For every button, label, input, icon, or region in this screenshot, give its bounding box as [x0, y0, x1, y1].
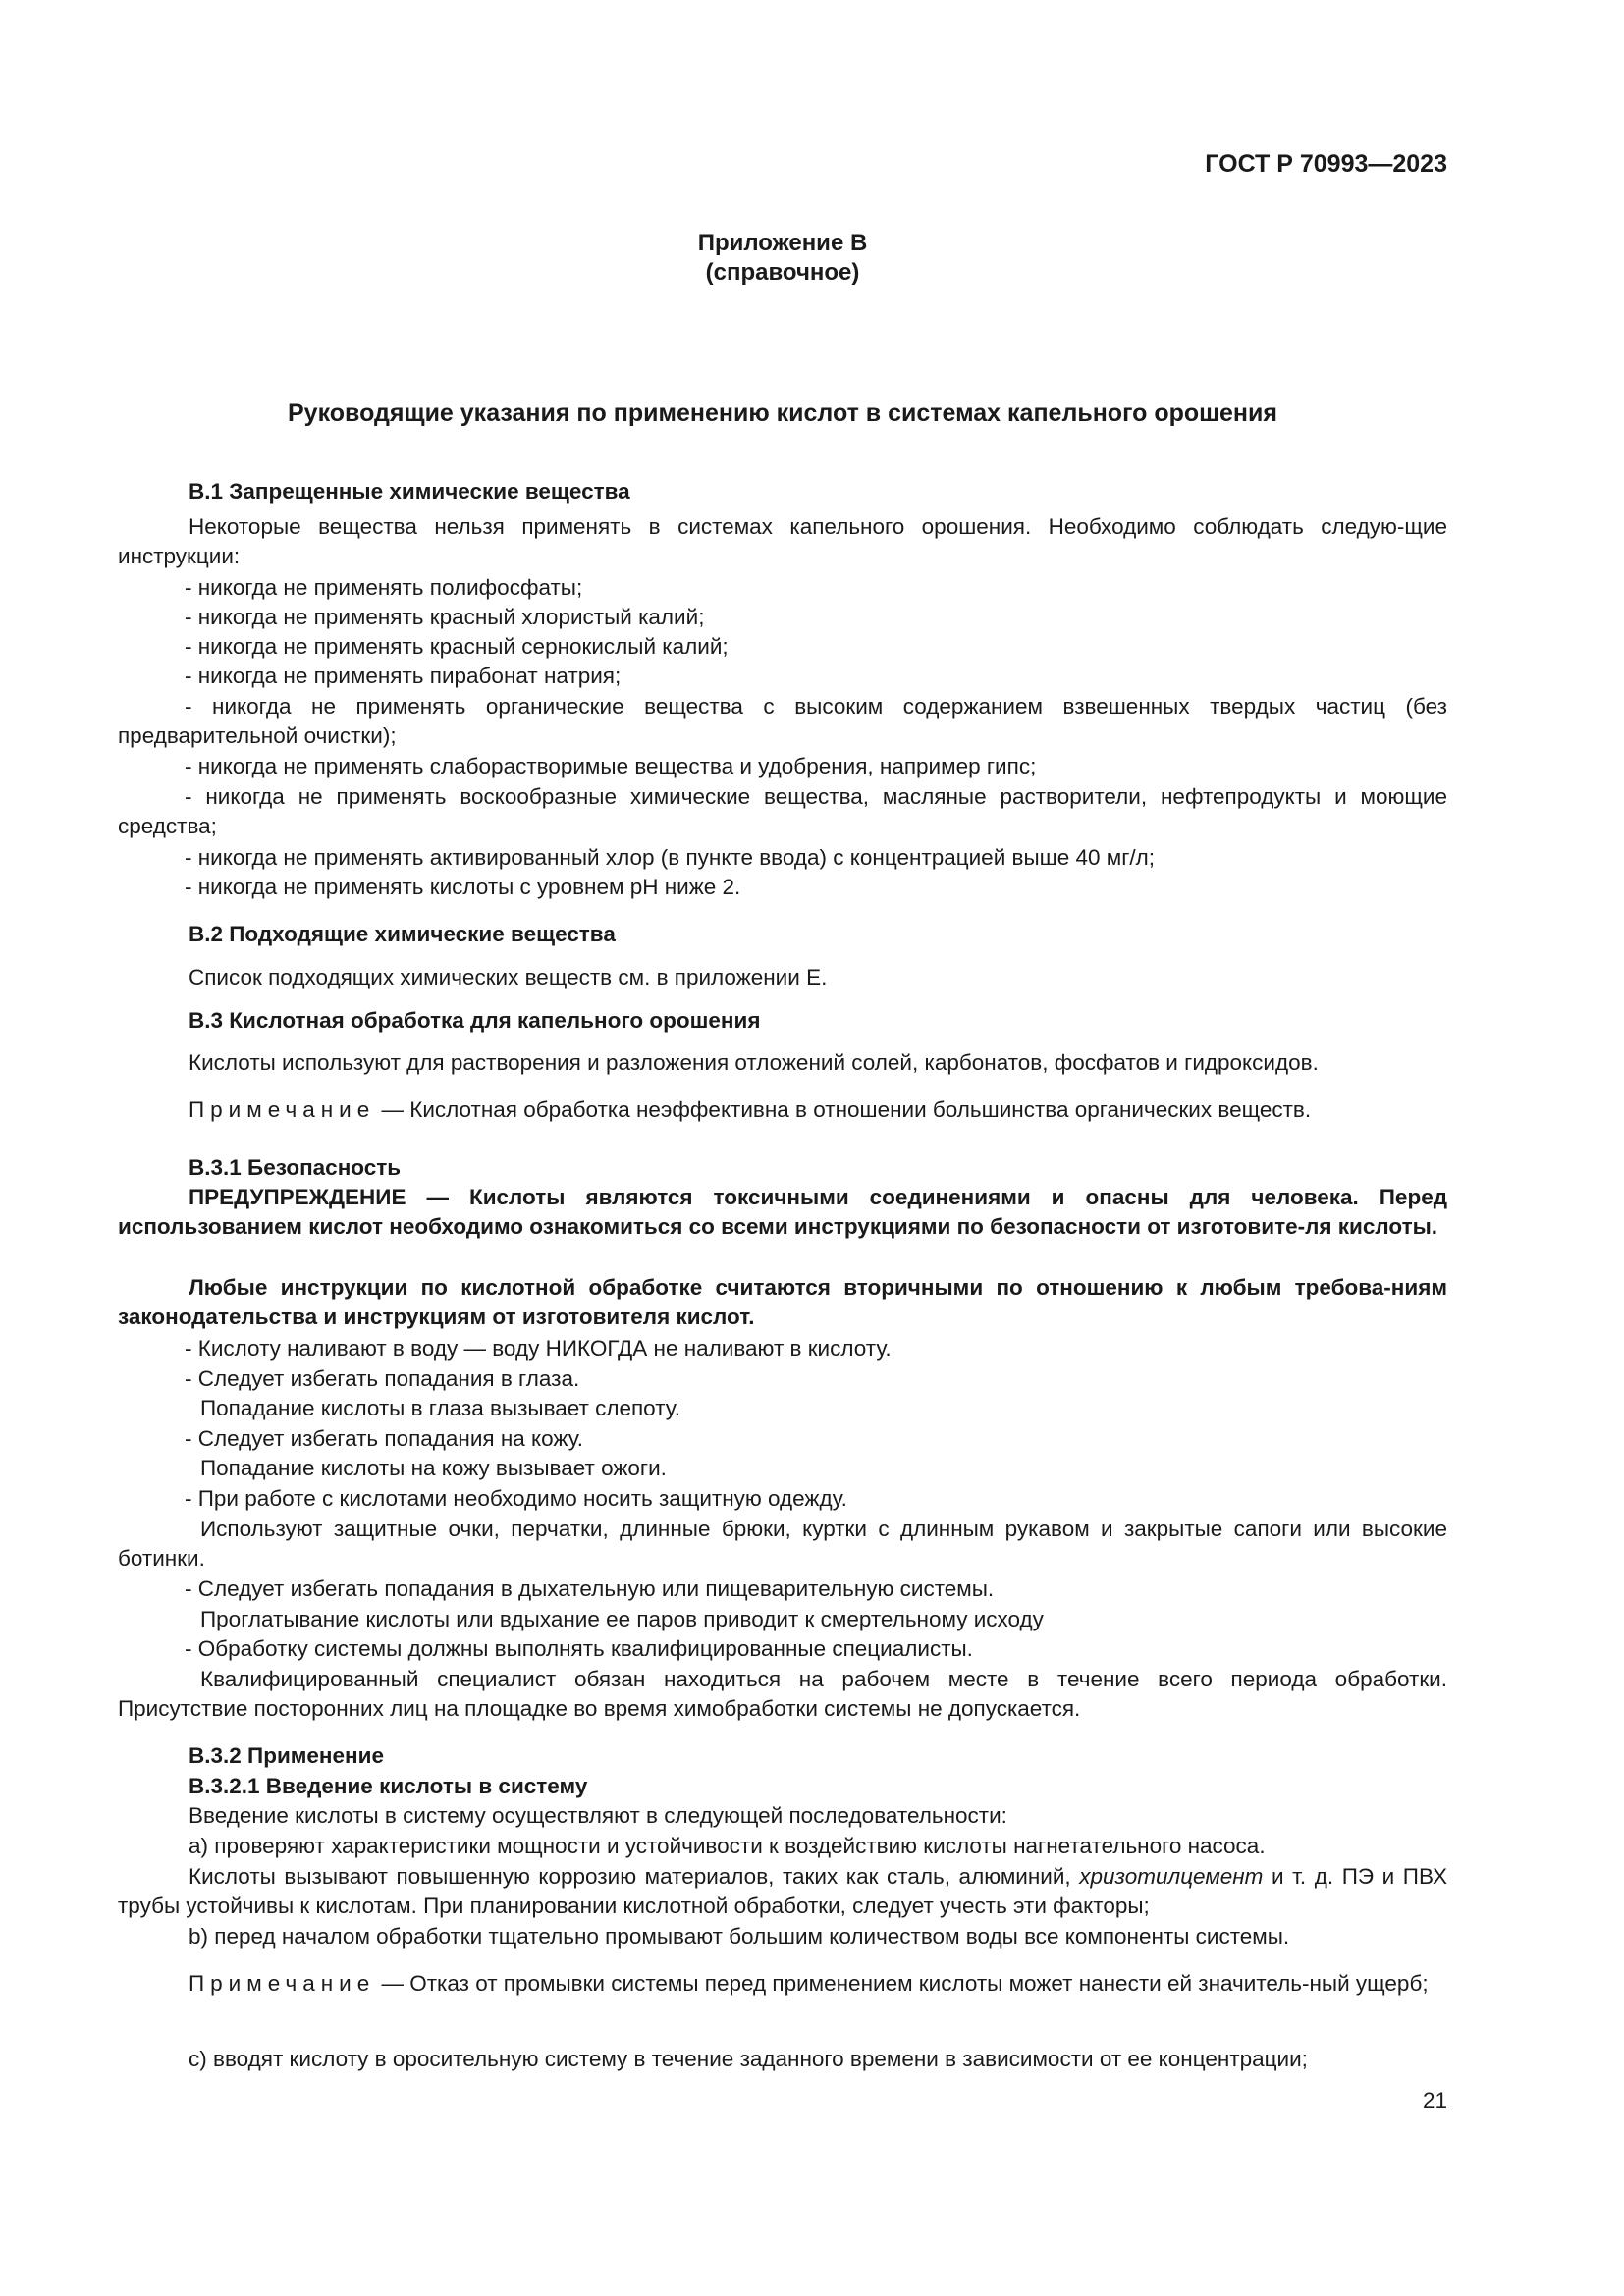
list-item: - никогда не применять органические вещества с высоким содержанием взвешенных твердых частиц (без предварительной очистки);	[118, 694, 1447, 748]
list-item: - никогда не применять воскообразные химические вещества, масляные растворители, нефтепродукты и моющие средства;	[118, 784, 1447, 838]
list-item: - никогда не применять полифосфаты;	[185, 575, 583, 600]
list-item-detail: Используют защитные очки, перчатки, длинные брюки, куртки с длинным рукавом и закрытые сапоги или высокие ботинки.	[118, 1517, 1447, 1571]
page-number: 21	[1422, 2088, 1447, 2112]
note-b321	[118, 1969, 1447, 1999]
section-heading-b31: В.3.1 Безопасность	[189, 1155, 402, 1180]
section-heading-b2: В.2 Подходящие химические вещества	[189, 922, 616, 946]
list-item: - никогда не применять красный сернокислый калий;	[185, 634, 729, 659]
step-b: b) перед началом обработки тщательно промывают большим количеством воды все компоненты системы.	[189, 1924, 1290, 1949]
section-heading-b32: В.3.2 Применение	[189, 1743, 384, 1768]
paragraph-b1-intro: Некоторые вещества нельзя применять в системах капельного орошения. Необходимо соблюдать следую-щие инструкции:	[118, 514, 1447, 568]
list-item: - Следует избегать попадания на кожу.	[185, 1426, 583, 1451]
list-item: - никогда не применять слаборастворимые вещества и удобрения, например гипс;	[185, 754, 1037, 778]
step-a-detail-italic: хризотилцемент	[1079, 1864, 1264, 1889]
step-a-detail	[118, 1862, 1447, 1921]
list-item: - никогда не применять красный хлористый калий;	[185, 605, 705, 629]
list-item: - никогда не применять активированный хлор (в пункте ввода) с концентрацией выше 40 мг/л;	[185, 845, 1156, 870]
document-page	[118, 0, 1447, 2296]
main-title: Руководящие указания по применению кислот в системах капельного орошения	[288, 400, 1277, 427]
section-heading-b3: В.3 Кислотная обработка для капельного орошения	[189, 1008, 761, 1033]
list-item: - Следует избегать попадания в глаза.	[185, 1366, 580, 1391]
note-b3	[118, 1095, 1447, 1125]
list-item: - Обработку системы должны выполнять квалифицированные специалисты.	[185, 1636, 973, 1661]
list-item-detail: Попадание кислоты в глаза вызывает слепоту.	[200, 1396, 681, 1420]
step-a-detail-text-end: и т. д. ПЭ и ПВХ трубы устойчивы к кислотам. При планировании кислотной обработки, следует учесть эти факторы;	[118, 1864, 1447, 1918]
paragraph-b3: Кислоты используют для растворения и разложения отложений солей, карбонатов, фосфатов и гидроксидов.	[189, 1050, 1319, 1075]
warning-text-2: Любые инструкции по кислотной обработке считаются вторичными по отношению к любым требова-ниям законодательства и инструкциям от изготовителя кислот.	[118, 1275, 1447, 1329]
note-label: Примечание	[189, 1971, 376, 1996]
list-item: - никогда не применять кислоты с уровнем pH ниже 2.	[185, 875, 741, 899]
appendix-title: Приложение В	[697, 230, 868, 256]
list-item: - Следует избегать попадания в дыхательную или пищеварительную системы.	[185, 1576, 995, 1601]
document-id: ГОСТ Р 70993—2023	[1205, 150, 1447, 178]
step-c: с) вводят кислоту в оросительную систему в течение заданного времени в зависимости от ее концентрации;	[189, 2047, 1308, 2071]
subsection-heading-b321: В.3.2.1 Введение кислоты в систему	[189, 1774, 588, 1798]
paragraph-b321-intro: Введение кислоты в систему осуществляют в следующей последовательности:	[189, 1803, 1007, 1828]
note-text: — Отказ от промывки системы перед применением кислоты может нанести ей значитель-ный ущерб;	[375, 1971, 1429, 1996]
list-item: - никогда не применять пирабонат натрия;	[185, 664, 622, 688]
step-a: а) проверяют характеристики мощности и устойчивости к воздействию кислоты нагнетательного насоса.	[189, 1834, 1266, 1858]
list-item-detail: Проглатывание кислоты или вдыхание ее паров приводит к смертельному исходу	[200, 1607, 1044, 1631]
step-a-detail-text: Кислоты вызывают повышенную коррозию материалов, таких как сталь, алюминий,	[189, 1864, 1080, 1889]
warning-text: ПРЕДУПРЕЖДЕНИЕ — Кислоты являются токсичными соединениями и опасны для человека. Перед использованием кислот необходимо ознакомиться со всеми инструкциями по безопасности от изготовите-ля кислоты.	[118, 1185, 1447, 1239]
note-label: Примечание	[189, 1097, 376, 1122]
list-item: - При работе с кислотами необходимо носить защитную одежду.	[185, 1486, 847, 1511]
list-item-detail: Квалифицированный специалист обязан находиться на рабочем месте в течение всего периода обработки. Присутствие посторонних лиц на площадке во время химобработки системы не допускается.	[118, 1667, 1447, 1721]
paragraph-b2: Список подходящих химических веществ см. в приложении Е.	[189, 965, 828, 989]
section-heading-b1: В.1 Запрещенные химические вещества	[189, 479, 630, 504]
list-item: - Кислоту наливают в воду — воду НИКОГДА не наливают в кислоту.	[185, 1336, 892, 1361]
appendix-subtitle: (справочное)	[705, 259, 860, 286]
list-item-detail: Попадание кислоты на кожу вызывает ожоги.	[200, 1456, 667, 1480]
note-text: — Кислотная обработка неэффективна в отношении большинства органических веществ.	[375, 1097, 1312, 1122]
